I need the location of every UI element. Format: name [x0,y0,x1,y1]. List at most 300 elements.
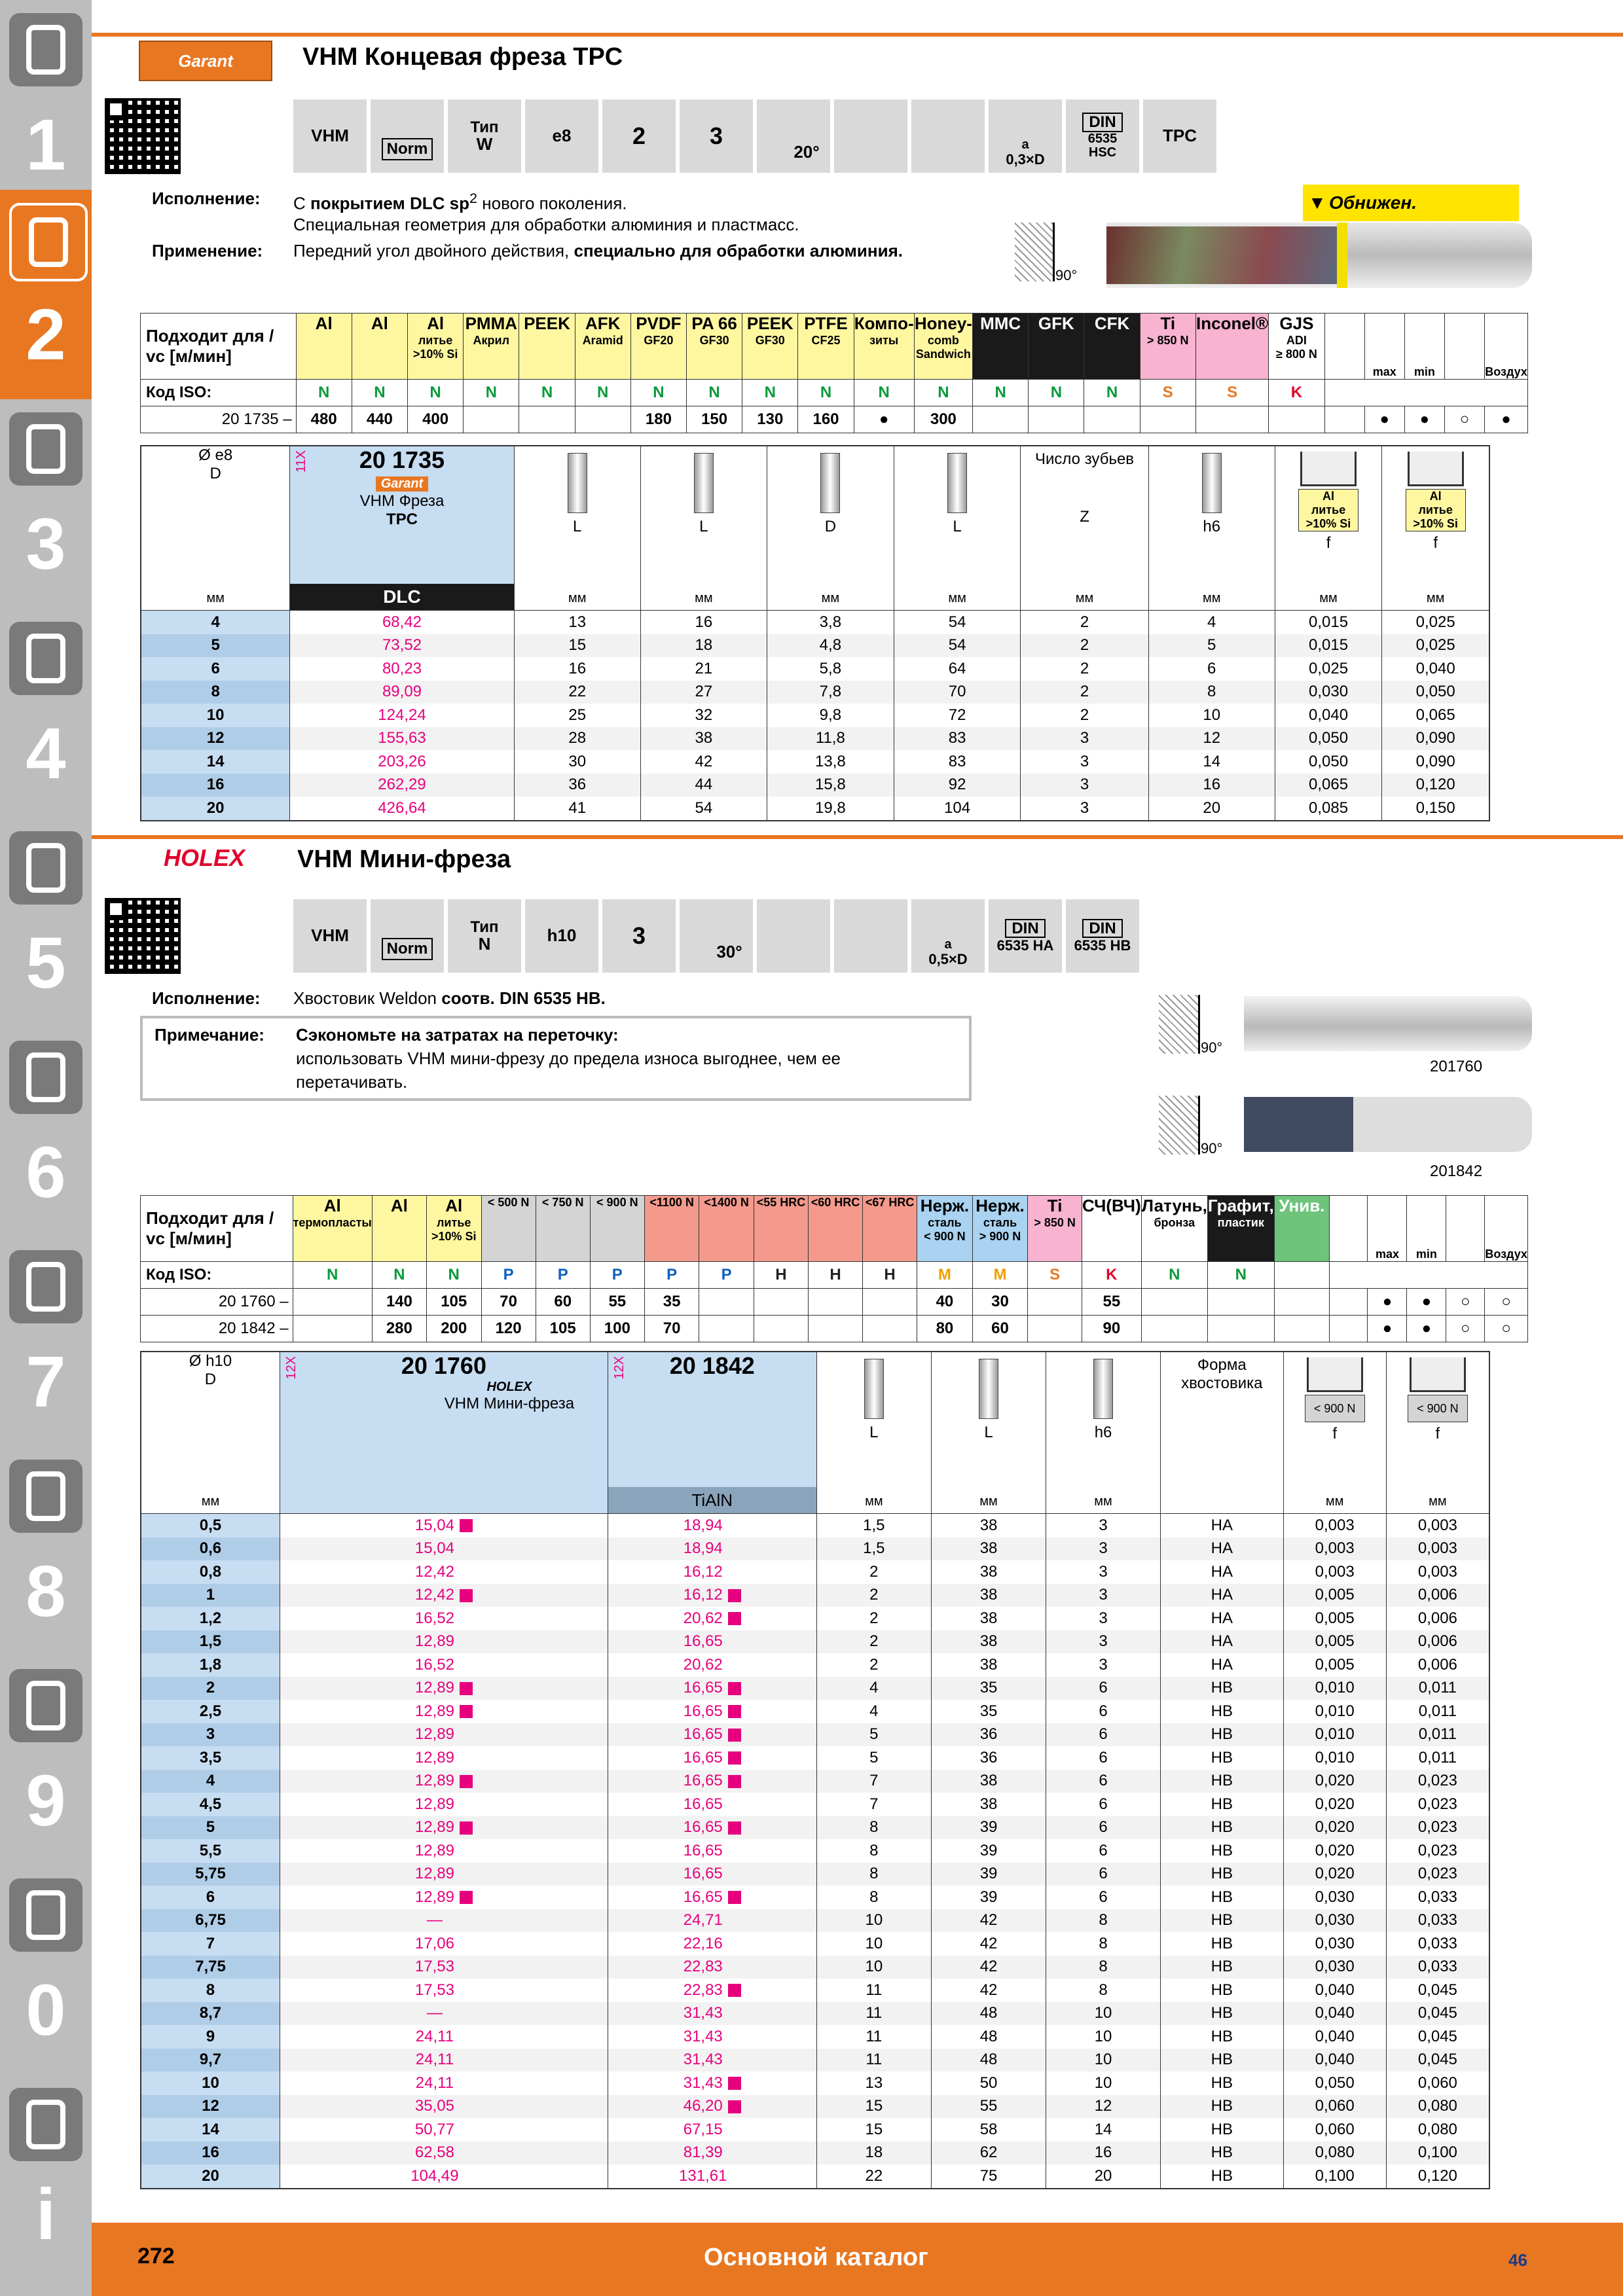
type-picto-text: Тип [470,118,499,136]
fz-si: >10% Si [1413,517,1458,530]
din-hsc-picto-text: DIN [1082,113,1122,132]
value-cell: 10 [1046,2072,1161,2095]
value-cell: 0,080 [1283,2142,1386,2165]
material-col [1269,314,1324,380]
coolant-col-text: min [1413,365,1435,378]
value-cell: HB [1161,1932,1284,1956]
value-cell: HB [1161,2049,1284,2072]
material-col [519,314,575,380]
tool-dimension-icon [947,453,967,513]
chapter-tab-0[interactable] [0,1865,92,2075]
fz-strength: < 900 N [1417,1402,1459,1415]
chapter-tab-6[interactable] [0,1028,92,1237]
iso-code: N [914,380,972,406]
material-header-line2: vc [м/мин] [146,1229,232,1248]
price-2: 16,65 [683,1795,723,1813]
price-1: 12,89 [414,1632,454,1651]
price-cell-1 [280,1863,608,1886]
value-cell: 15 [514,634,640,658]
chapter-tab-4[interactable] [0,609,92,818]
price-cell-2 [608,1770,816,1793]
material-col-text: сталь [928,1216,962,1229]
unit: мм [865,1494,883,1509]
diameter-cell: 0,5 [141,1514,280,1537]
value-cell: HB [1161,1979,1284,2002]
note-text-2: перетачивать. [296,1072,408,1092]
value-cell: 2 [816,1607,931,1630]
value-cell: HB [1161,1700,1284,1723]
page-number: 272 [137,2244,175,2269]
cutting-speed: 400 [407,406,463,433]
holex-logo: HOLEX [164,844,246,871]
coolant-mark: ● [1485,406,1528,433]
value-cell: HB [1161,2095,1284,2119]
diameter-cell: 0,8 [141,1560,280,1584]
diameter-cell: 3 [141,1723,280,1747]
value-cell: 0,023 [1386,1816,1489,1840]
diameter-cell: 8 [141,681,290,704]
iso-code: S [1140,380,1195,406]
material-col-text: <60 HRC [811,1196,860,1209]
chapter-tab-2[interactable] [0,190,92,399]
diameter-cell: 4,5 [141,1793,280,1816]
teeth-label: Число зубьев [1035,450,1135,468]
diameter-cell: 4 [141,611,290,634]
coolant-mark: ○ [1485,1316,1528,1342]
price-cell-2 [608,1863,816,1886]
value-cell: 0,003 [1386,1514,1489,1537]
material-col-text: PEEK [746,314,793,333]
diameter-cell: 5,5 [141,1839,280,1863]
material-col-text: < 900 N [596,1196,638,1209]
tool-dimension-icon [864,1359,884,1419]
chapter-2-icon [9,203,88,281]
col-header [1275,446,1382,611]
material-col-text: Al [371,314,388,333]
iso-code: M [917,1262,973,1289]
value-cell: 16 [640,611,767,634]
material-col-text: Унив. [1279,1196,1325,1215]
cutting-speed [1207,1316,1274,1342]
material-col-text: PVDF [636,314,682,333]
iso-code: K [1082,1262,1141,1289]
value-cell: 38 [932,1607,1046,1630]
material-col [372,1196,426,1262]
price-cell-1 [280,2002,608,2026]
price-1: 24,11 [415,2027,454,2045]
dim-label: L [573,518,582,535]
price-1: 15,04 [414,1516,454,1534]
material-col-text: < 900 N [924,1230,966,1243]
unit: мм [821,591,840,605]
section2-title: VHM Мини-фреза [297,846,511,873]
table-row [141,1863,1489,1886]
price-cell: 73,52 [290,634,514,658]
coolant-col-text: Воздух [1485,365,1527,378]
angle-90-2: 90° [1201,1039,1223,1056]
table-row [141,1956,1489,1979]
article-code: 20 1760 – [141,1289,293,1316]
material-col [426,1196,481,1262]
dim-label: Z [1080,508,1089,526]
table-row [141,1770,1489,1793]
material-col-text: GF30 [699,334,729,347]
table-row [141,1979,1489,2002]
table-row [141,2095,1489,2119]
material-col-text: Sandwich [915,348,971,361]
price-1: 12,89 [414,1679,454,1697]
value-cell: 0,100 [1283,2164,1386,2189]
arrow-down-icon: ▼ [1308,192,1326,213]
coolant-col [1485,314,1528,380]
price-cell-1 [280,1653,608,1677]
value-cell: 0,011 [1386,1746,1489,1770]
qr-code[interactable] [105,98,181,174]
chapter-number: i [35,2174,56,2255]
price-1: 12,89 [414,1888,454,1906]
value-cell: 36 [514,774,640,797]
material-col [464,314,519,380]
value-cell: 11 [816,2002,931,2026]
tpc-picto [1143,99,1216,173]
iso-code [1274,1262,1329,1289]
table-row [141,2164,1489,2189]
stock-square-icon [460,1821,473,1835]
value-cell: 12 [1148,727,1275,751]
coolant-mark: ○ [1485,1289,1528,1316]
garant-logo: Garant [139,41,272,81]
dim-label: L [699,518,708,535]
material-col [293,1196,372,1262]
diameter-cell: 1 [141,1584,280,1607]
table-row [141,2025,1489,2049]
price-1: 104,49 [410,2166,459,2185]
diameter-cell: 0,6 [141,1537,280,1561]
value-cell: 55 [932,2095,1046,2119]
chapter-number: 4 [26,713,66,794]
fz-al: Al [1429,490,1442,503]
tool-dimension-icon [1093,1359,1113,1419]
value-cell: 0,045 [1386,2002,1489,2026]
value-cell: 9,8 [767,704,894,727]
price-1: 12,89 [414,1841,454,1859]
chapter-tab-9[interactable] [0,1656,92,1865]
cutting-speed: 70 [644,1316,699,1342]
price-cell: 262,29 [290,774,514,797]
note-box [140,1016,972,1101]
vhm-picto-2-text: VHM [311,925,349,946]
value-cell: 3 [1021,774,1148,797]
article-number: 20 1735 [359,446,445,473]
unit: мм [201,1494,220,1509]
chapter-3-icon [9,412,82,486]
unit: мм [695,591,713,605]
chapter-number: 0 [26,1970,66,2051]
fz-lit: литье [1311,503,1346,516]
note-label: Примечание: [155,1025,264,1045]
price-cell-2 [608,1677,816,1700]
value-cell: 30 [514,750,640,774]
value-cell: HB [1161,2025,1284,2049]
pack-qty: 12X [283,1356,299,1380]
diameter-cell: 5 [141,1816,280,1840]
coolant-col-text: max [1372,365,1396,378]
material-col-text: AFK [585,314,621,333]
value-cell: 0,050 [1382,681,1489,704]
value-cell: 38 [932,1514,1046,1537]
diameter-cell: 6 [141,1886,280,1909]
material-col-text: > 900 N [979,1230,1021,1243]
diameter-cell: 1,2 [141,1607,280,1630]
chapter-tab-3[interactable] [0,399,92,609]
fz-strength: < 900 N [1313,1402,1356,1415]
material-col-text: литье [437,1216,471,1229]
price-2: 16,65 [683,1679,723,1697]
iso-code: N [630,380,686,406]
material-col-text: Акрил [473,334,510,347]
chapter-number: 1 [26,105,66,185]
value-cell: 2 [1021,634,1148,658]
price-2: 16,65 [683,1772,723,1790]
fz-label: f [1332,1425,1337,1443]
material-col [1195,314,1268,380]
value-cell: 25 [514,704,640,727]
chapter-7-icon [9,1250,82,1323]
value-cell: 38 [932,1770,1046,1793]
section1-top-rule [92,33,1623,37]
value-cell: 0,045 [1386,1979,1489,2002]
value-cell: 0,006 [1386,1653,1489,1677]
value-cell: 42 [932,1979,1046,2002]
price-cell: 68,42 [290,611,514,634]
value-cell: 10 [1046,2049,1161,2072]
price-cell-2 [608,2095,816,2119]
diameter-cell: 10 [141,2072,280,2095]
value-cell: 0,065 [1382,704,1489,727]
helix-angle-icon-text: 20° [793,142,820,162]
value-cell: 0,005 [1283,1584,1386,1607]
stock-square-icon [728,1821,741,1835]
value-cell: 92 [894,774,1021,797]
table-row [141,1677,1489,1700]
chapter-tab-1[interactable] [0,0,92,209]
cutting-speed: 280 [372,1316,426,1342]
value-cell: 2 [816,1560,931,1584]
price-cell-2 [608,1979,816,2002]
material-col [917,1196,973,1262]
value-cell: 6 [1148,657,1275,681]
dc-label-2: D [204,1371,217,1388]
dc-label: Ø h10 [189,1352,232,1370]
cutting-speed: 180 [630,406,686,433]
material-col-text: Al [427,314,445,333]
cutting-speed: 55 [1082,1289,1141,1316]
diameter-cell: 2 [141,1677,280,1700]
cutting-speed: 480 [296,406,352,433]
value-cell: 3 [1046,1653,1161,1677]
cutting-speed [1274,1289,1329,1316]
diameter-cell: 16 [141,774,290,797]
value-cell: 0,120 [1386,2164,1489,2189]
diameter-cell: 9,7 [141,2049,280,2072]
chapter-number: 9 [26,1761,66,1841]
stock-square-icon [460,1705,473,1718]
value-cell: 0,030 [1283,1932,1386,1956]
price-cell-1 [280,2095,608,2119]
table-row [141,2118,1489,2142]
value-cell: 5 [816,1746,931,1770]
type-picto-text: W [476,134,493,154]
value-cell: 7 [816,1770,931,1793]
article-number-2: 20 1842 [669,1352,755,1379]
value-cell: 58 [932,2118,1046,2142]
chapter-8-icon [9,1460,82,1533]
price-cell-1 [280,1537,608,1561]
material-col [699,1196,754,1262]
value-cell: 5,8 [767,657,894,681]
material-col-text: <1400 N [704,1196,749,1209]
chapter-number: 5 [26,923,66,1003]
material-col [1028,1196,1082,1262]
value-cell: 8 [1046,1932,1161,1956]
value-cell: 3 [1046,1584,1161,1607]
chapter-tab-5[interactable] [0,818,92,1028]
qr-code-2[interactable] [105,898,181,974]
stock-square-icon [728,1705,741,1718]
unit: мм [1319,591,1338,605]
cutting-speed: 160 [798,406,854,433]
value-cell: 8 [1046,1979,1161,2002]
value-cell: HA [1161,1514,1284,1537]
diameter-cell: 16 [141,2142,280,2165]
material-col [352,314,407,380]
chapter-tab-8[interactable] [0,1446,92,1656]
material-col [536,1196,590,1262]
norm-picto-2-text: Norm [382,938,433,960]
value-cell: 4 [816,1700,931,1723]
value-cell: 0,006 [1386,1607,1489,1630]
material-col-text: >10% Si [431,1230,477,1243]
price-cell: 89,09 [290,681,514,704]
price-1: 50,77 [414,2120,454,2138]
value-cell: 48 [932,2049,1046,2072]
chapter-tab-i[interactable] [0,2075,92,2284]
price-cell-1 [280,1979,608,2002]
table-row [141,611,1489,634]
material-col-text: СЧ(ВЧ) [1082,1196,1141,1215]
value-cell: 6 [1046,1839,1161,1863]
price-cell-1 [280,1886,608,1909]
material-col-text: >10% Si [412,348,458,361]
unit: мм [1426,591,1445,605]
value-cell: 38 [932,1793,1046,1816]
slot-milling-icon-2 [834,899,907,973]
tool-image-201760 [1244,996,1532,1051]
iso-code: N [407,380,463,406]
iso-label: Код ISO: [141,1262,293,1289]
price-cell-2 [608,1746,816,1770]
value-cell: 0,060 [1386,2072,1489,2095]
cutting-speed: ● [854,406,914,433]
cutting-speed [1084,406,1140,433]
value-cell: 0,090 [1382,750,1489,774]
value-cell: 3 [1046,1607,1161,1630]
value-cell: 2 [1021,704,1148,727]
value-cell: 10 [1046,2025,1161,2049]
value-cell: 0,040 [1283,2002,1386,2026]
chapter-i-icon [9,2088,82,2161]
value-cell: 72 [894,704,1021,727]
diameter-cell: 20 [141,2164,280,2189]
shank-form-label: Форма [1197,1356,1247,1374]
coolant-mark: ● [1368,1316,1407,1342]
price-cell-2 [608,2049,816,2072]
price-cell-2 [608,1560,816,1584]
price-cell-1 [280,2142,608,2165]
value-cell: 0,005 [1283,1630,1386,1654]
value-cell: 22 [514,681,640,704]
table-row [141,2049,1489,2072]
stock-square-icon [460,1891,473,1904]
cut-depth-icon-text: a [1021,137,1029,152]
value-cell: HA [1161,1537,1284,1561]
coolant-mark: ● [1364,406,1404,433]
vhm-picto-2 [293,899,367,973]
value-cell: 1,5 [816,1537,931,1561]
material-col-text: GFK [1038,314,1074,333]
material-col-text: Al [445,1196,463,1215]
table-row [141,704,1489,727]
norm-picto-text: Norm [382,138,433,160]
material-col [590,1196,644,1262]
value-cell: 0,020 [1283,1839,1386,1863]
material-col-text: CF25 [811,334,841,347]
cutting-speed: 90 [1082,1316,1141,1342]
shank-form-label-2: хвостовика [1181,1374,1263,1392]
material-col-text: Inconel® [1196,314,1269,333]
value-cell: 6 [1046,1793,1161,1816]
mini-cutter-table [140,1351,1490,2189]
iso-code: N [352,380,407,406]
col-header [1283,1352,1386,1514]
table-row [141,1514,1489,1537]
value-cell: 0,023 [1386,1770,1489,1793]
norm-picto [371,99,444,173]
din-hb-picto-text: 6535 HB [1074,937,1131,954]
material-col [407,314,463,380]
value-cell: 0,020 [1283,1770,1386,1793]
price-cell-2 [608,1839,816,1863]
iso-code: N [973,380,1029,406]
stock-square-icon [728,1729,741,1742]
chapter-tab-7[interactable] [0,1237,92,1446]
coolant-mark: ● [1368,1289,1407,1316]
price-1: 16,52 [414,1655,454,1674]
value-cell: HB [1161,2072,1284,2095]
cutting-speed: 150 [687,406,742,433]
diameter-cell: 20 [141,797,290,821]
price-cell-2 [608,2142,816,2165]
coolant-mark: ○ [1446,1316,1485,1342]
value-cell: 104 [894,797,1021,821]
cutting-speed [575,406,630,433]
iso-code: P [590,1262,644,1289]
stock-square-icon [460,1775,473,1788]
value-cell: 0,023 [1386,1839,1489,1863]
price-cell: 155,63 [290,727,514,751]
material-col [914,314,972,380]
value-cell: 0,060 [1283,2095,1386,2119]
